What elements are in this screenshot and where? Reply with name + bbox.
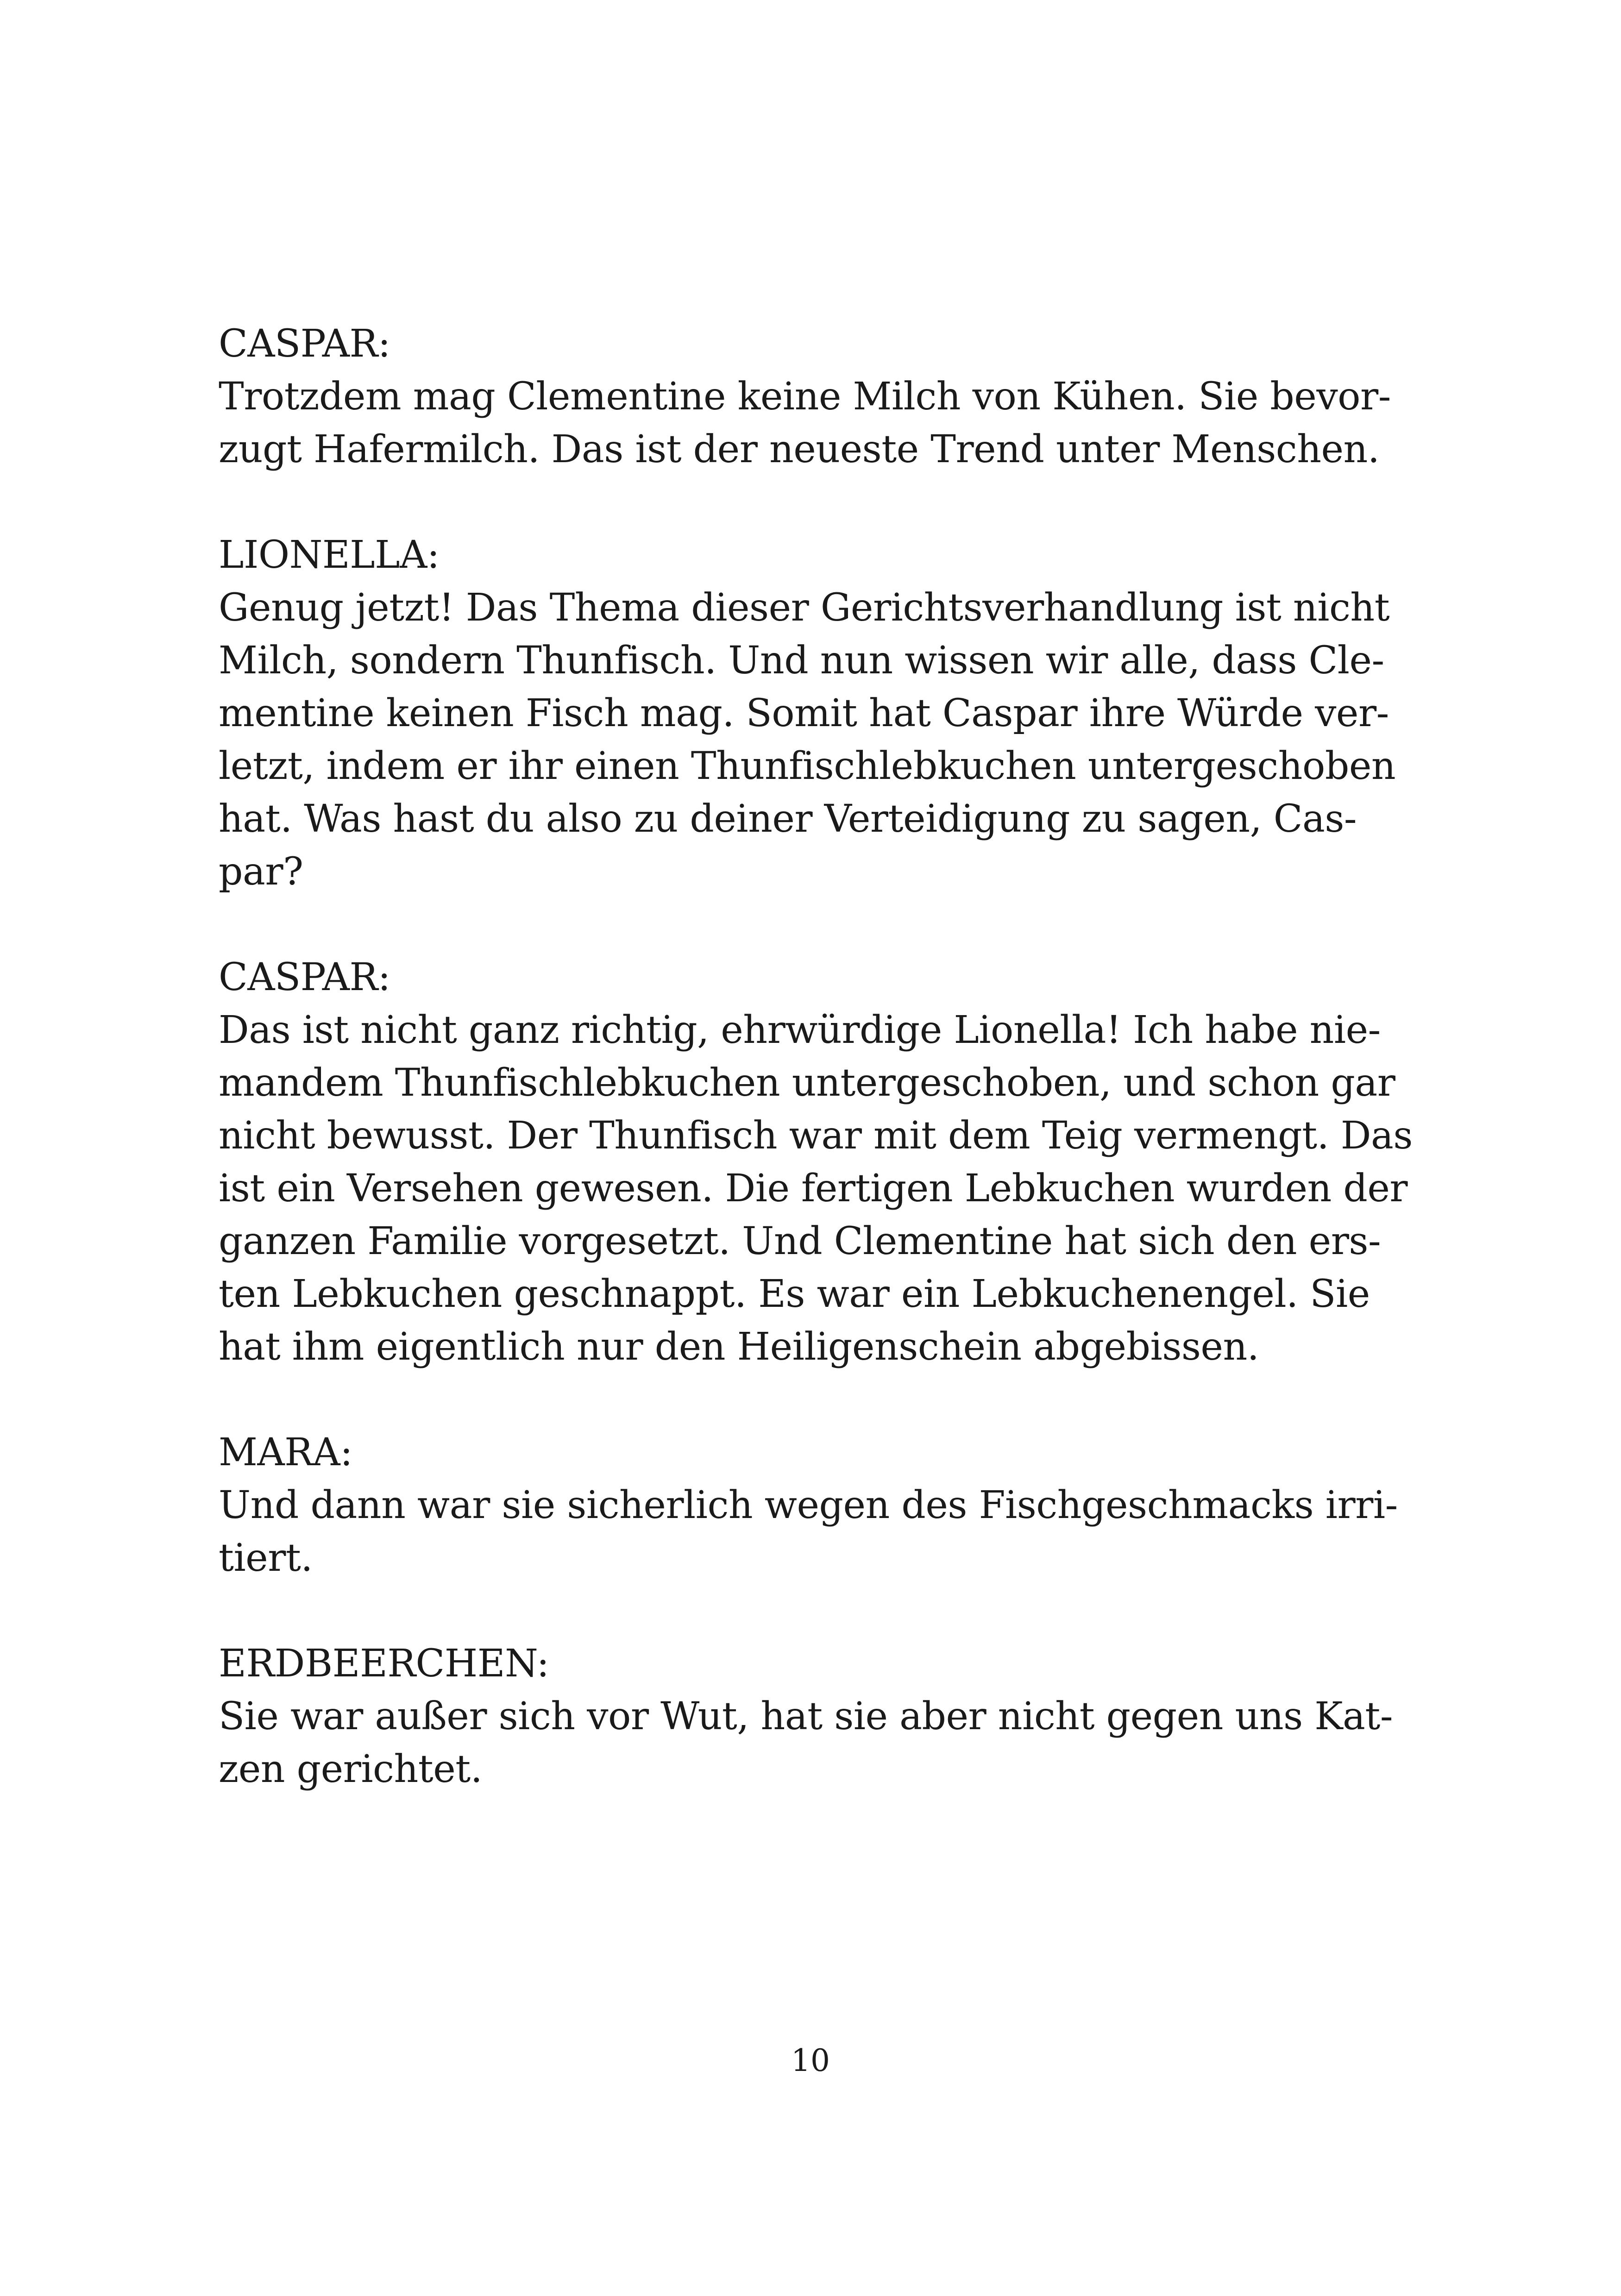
speaker-name: CASPAR:	[219, 955, 390, 999]
speech-block	[219, 951, 1441, 1374]
dialogue-line: mandem Thunfischlebkuchen untergeschoben, und schon gar	[219, 1061, 1395, 1105]
dialogue-line: ganzen Familie vorgesetzt. Und Clementine hat sich den ers-	[219, 1219, 1381, 1263]
speech-block	[219, 1426, 1441, 1585]
dialogue-line: mentine keinen Fisch mag. Somit hat Caspar ihre Würde ver-	[219, 691, 1389, 735]
dialogue-body	[219, 318, 1441, 1849]
speaker-name: CASPAR:	[219, 322, 390, 366]
speaker-name: ERDBEERCHEN:	[219, 1642, 549, 1686]
dialogue-line: Trotzdem mag Clementine keine Milch von Kühen. Sie bevor-	[219, 375, 1391, 419]
dialogue-line: zugt Hafermilch. Das ist der neueste Trend unter Menschen.	[219, 427, 1380, 471]
dialogue-line: Das ist nicht ganz richtig, ehrwürdige Lionella! Ich habe nie-	[219, 1008, 1381, 1052]
page-number: 10	[791, 2043, 830, 2078]
dialogue-line: hat ihm eigentlich nur den Heiligenschein abgebissen.	[219, 1325, 1259, 1369]
speech-block	[219, 318, 1441, 476]
dialogue-line: letzt, indem er ihr einen Thunfischlebkuchen untergeschoben	[219, 744, 1396, 788]
dialogue-line: ten Lebkuchen geschnappt. Es war ein Lebkuchenengel. Sie	[219, 1272, 1370, 1316]
dialogue-line: tiert.	[219, 1536, 313, 1580]
dialogue-line: Und dann war sie sicherlich wegen des Fischgeschmacks irri-	[219, 1483, 1398, 1527]
speaker-name: LIONELLA:	[219, 533, 440, 577]
dialogue-line: Milch, sondern Thunfisch. Und nun wissen wir alle, dass Cle-	[219, 639, 1384, 683]
dialogue-line: Sie war außer sich vor Wut, hat sie aber nicht gegen uns Kat-	[219, 1694, 1393, 1738]
dialogue-line: ist ein Versehen gewesen. Die fertigen Lebkuchen wurden der	[219, 1167, 1408, 1211]
dialogue-line: nicht bewusst. Der Thunfisch war mit dem Teig vermengt. Das	[219, 1114, 1413, 1158]
speech-block	[219, 1637, 1441, 1796]
dialogue-line: hat. Was hast du also zu deiner Verteidigung zu sagen, Cas-	[219, 797, 1357, 841]
speaker-name: MARA:	[219, 1430, 353, 1474]
dialogue-line: par?	[219, 850, 303, 894]
speech-block	[219, 529, 1441, 898]
dialogue-line: Genug jetzt! Das Thema dieser Gerichtsverhandlung ist nicht	[219, 586, 1390, 630]
dialogue-line: zen gerichtet.	[219, 1747, 483, 1791]
